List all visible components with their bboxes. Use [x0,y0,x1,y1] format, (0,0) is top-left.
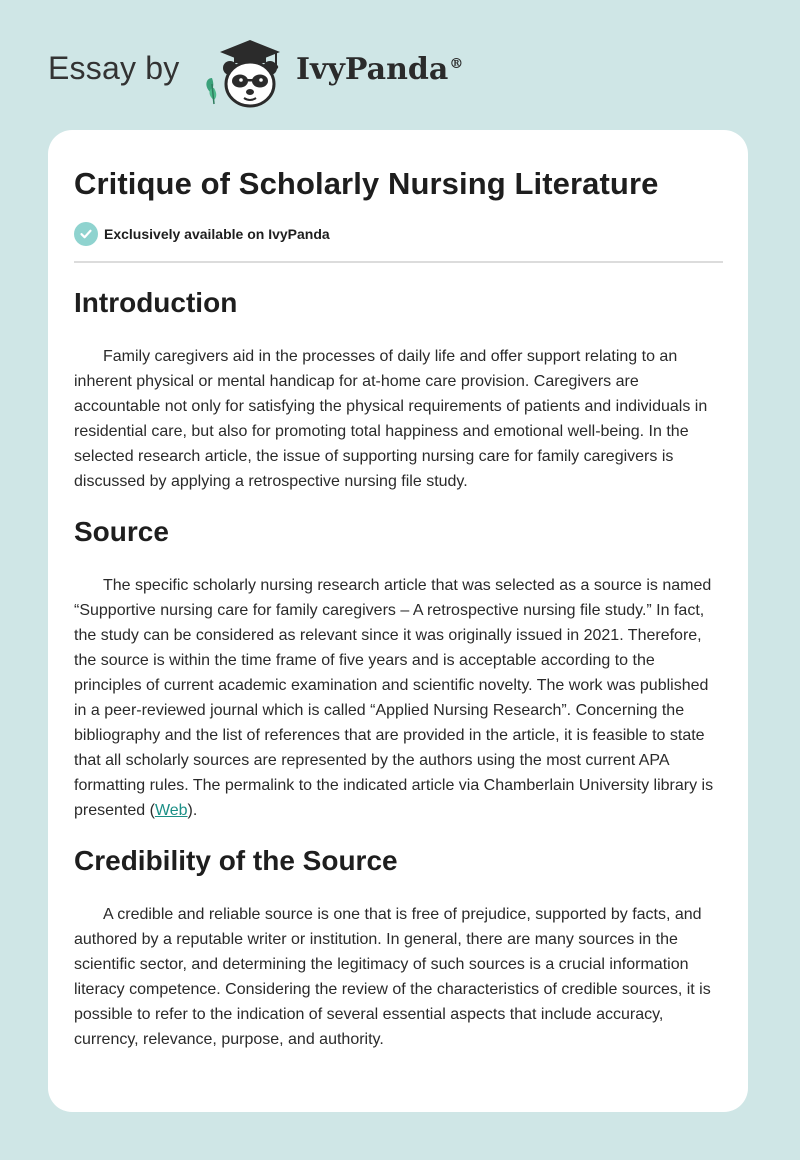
brand-name[interactable] [296,52,463,87]
section-heading: Introduction [74,287,238,318]
paragraph-text-after-link: ). [187,802,198,819]
site-header [0,0,800,130]
exclusive-badge [74,222,330,246]
section-credibility [74,836,724,1052]
section-paragraph: Family caregivers aid in the processes of daily life and offer support relating to an inherent physical or mental handicap for at-home care provision. Caregivers are accountable not only for satisfying the physical requirements of patients and individuals in residential care, but also for promoting total happiness and emotional well-being. In the selected research article, the issue of supporting nursing care for family caregivers is discussed by applying a retrospective nursing file study. [74,348,708,490]
ivypanda-logo[interactable] [200,34,294,108]
section-source [74,507,724,823]
section-paragraph [74,557,724,823]
paragraph-text-before-link: The specific scholarly nursing research article that was selected as a source is named “Supportive nursing care for family caregivers – A retrospective nursing file study.” In fact, the study can be considered as relevant since it was originally issued in 2021. Therefore, the source is within the time frame of five years and is acceptable according to the principles of current academic examination and scientific novelty. The work was published in a peer-reviewed journal which is called “Applied Nursing Research”. Concerning the bibliography and the list of references that are provided in the article, it is feasible to state that all scholarly sources are represented by the authors using the most current APA formatting rules. The permalink to the indicated article via Chamberlain University library is presented ( [74,577,714,819]
registered-mark: ® [449,56,464,72]
title-divider [74,261,723,263]
section-heading: Source [74,516,169,547]
brand-text: IvyPanda [296,52,449,87]
article-title: Critique of Scholarly Nursing Literature [74,166,659,201]
section-paragraph: A credible and reliable source is one that is free of prejudice, supported by facts, and authored by a reputable writer or institution. In general, there are many sources in the scientific sector, and determining the legitimacy of such sources is a crucial information literacy competence. Considering the review of the characteristics of credible sources, it is possible to refer to the indication of several essential aspects that include accuracy, currency, relevance, purpose, and authority. [74,906,711,1048]
web-link[interactable]: Web [154,802,188,819]
article-body [74,278,724,1065]
check-circle-icon [74,222,98,246]
essay-by-label: Essay by [48,50,180,86]
section-heading: Credibility of the Source [74,845,398,876]
exclusive-badge-text: Exclusively available on IvyPanda [104,226,330,242]
section-introduction [74,278,724,494]
panda-graduate-icon [200,34,294,108]
article-card [48,130,748,1112]
